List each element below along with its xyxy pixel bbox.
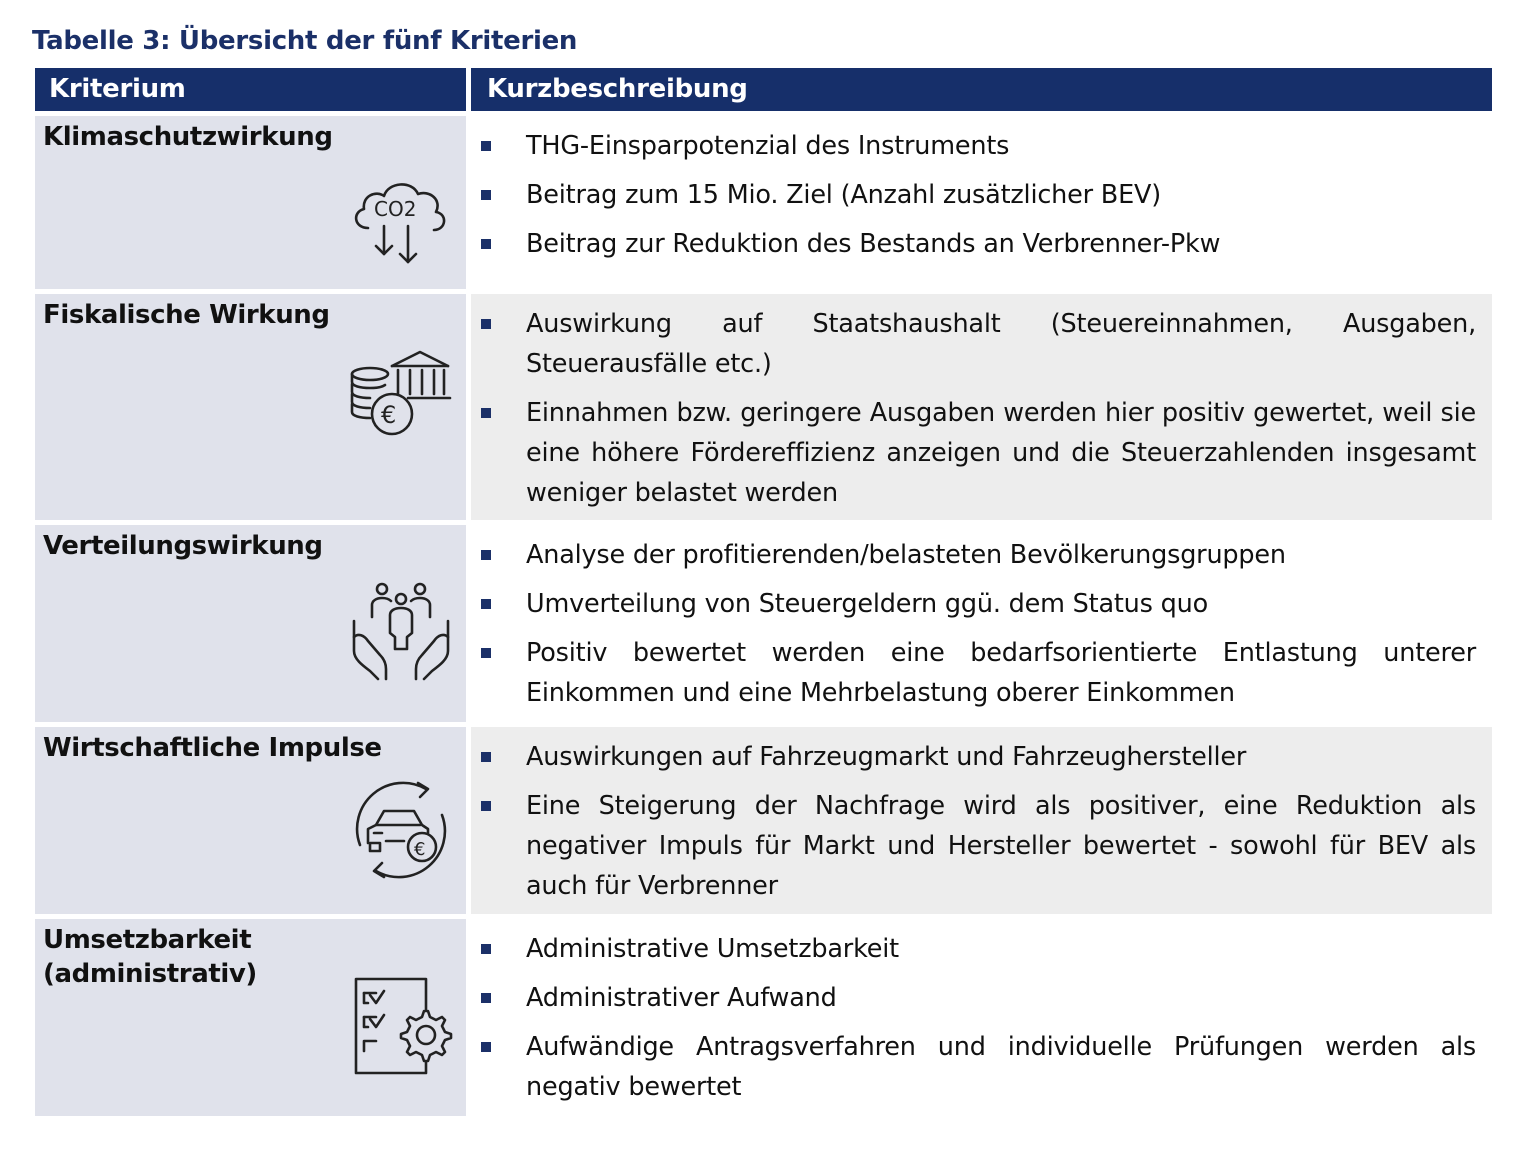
criterion-label: Verteilungswirkung: [43, 531, 323, 561]
list-item: Positiv bewertet werden eine bedarfsorientierte Entlastung unterer Einkommen und eine Mehrbelastung oberer Einkommen: [479, 633, 1476, 713]
list-item: Administrative Umsetzbarkeit: [479, 929, 1476, 969]
coins-bank-euro-icon: [346, 344, 456, 454]
table-row: [35, 919, 1492, 1116]
list-item: Auswirkungen auf Fahrzeugmarkt und Fahrzeughersteller: [479, 737, 1476, 777]
table-header: [35, 68, 1492, 111]
bullet-marker: [481, 1042, 491, 1052]
description-cell: [471, 919, 1492, 1116]
header-description: Kurzbeschreibung: [471, 68, 1492, 111]
bullet-marker: [481, 141, 491, 151]
list-item: Analyse der profitierenden/belasteten Bevölkerungsgruppen: [479, 535, 1476, 575]
description-cell: [471, 294, 1492, 520]
criterion-cell: [35, 525, 466, 722]
table-caption: Tabelle 3: Übersicht der fünf Kriterien: [32, 26, 578, 56]
description-cell: [471, 116, 1492, 289]
criterion-label: Wirtschaftliche Impulse: [43, 733, 382, 763]
list-item: Auswirkung auf Staatshaushalt (Steuereinnahmen, Ausgaben, Steuerausfälle etc.): [479, 304, 1476, 384]
bullet-marker: [481, 319, 491, 329]
checklist-gear-icon: [346, 973, 456, 1083]
bullet-marker: [481, 599, 491, 609]
header-criterion: Kriterium: [35, 68, 466, 111]
bullet-marker: [481, 648, 491, 658]
bullet-marker: [481, 550, 491, 560]
svg-text:€: €: [414, 839, 426, 860]
list-item: Beitrag zum 15 Mio. Ziel (Anzahl zusätzlicher BEV): [479, 175, 1476, 215]
criterion-cell: [35, 294, 466, 520]
criterion-label: Fiskalische Wirkung: [43, 300, 330, 330]
list-item: Aufwändige Antragsverfahren und individuelle Prüfungen werden als negativ bewertet: [479, 1027, 1476, 1107]
svg-text:€: €: [381, 401, 397, 429]
list-item: Umverteilung von Steuergeldern ggü. dem Status quo: [479, 584, 1476, 624]
bullet-marker: [481, 752, 491, 762]
table-row: [35, 525, 1492, 722]
description-cell: [471, 525, 1492, 722]
criterion-cell: [35, 919, 466, 1116]
table-row: [35, 294, 1492, 520]
bullet-marker: [481, 993, 491, 1003]
criterion-label: Umsetzbarkeit (administrativ): [43, 925, 257, 989]
list-item: Einnahmen bzw. geringere Ausgaben werden hier positiv gewertet, weil sie eine höhere Fördereffizienz anzeigen und die Steuerzahlenden insgesamt weniger belastet werden: [479, 393, 1476, 513]
table-row: [35, 727, 1492, 914]
description-cell: [471, 727, 1492, 914]
bullet-marker: [481, 944, 491, 954]
bullet-marker: [481, 190, 491, 200]
table-row: [35, 116, 1492, 289]
criterion-cell: [35, 116, 466, 289]
criterion-cell: [35, 727, 466, 914]
list-item: Beitrag zur Reduktion des Bestands an Verbrenner-Pkw: [479, 224, 1476, 264]
svg-text:CO2: CO2: [374, 197, 417, 221]
people-hands-icon: [346, 577, 456, 687]
list-item: Eine Steigerung der Nachfrage wird als positiver, eine Reduktion als negativer Impuls für Markt und Hersteller bewertet - sowohl für BEV als auch für Verbrenner: [479, 786, 1476, 906]
criterion-label: Klimaschutzwirkung: [43, 122, 333, 152]
criteria-table: [35, 68, 1492, 1121]
list-item: THG-Einsparpotenzial des Instruments: [479, 126, 1476, 166]
car-cycle-euro-icon: [346, 775, 456, 885]
bullet-marker: [481, 801, 491, 811]
co2-cloud-icon: [346, 168, 456, 278]
bullet-marker: [481, 408, 491, 418]
bullet-marker: [481, 239, 491, 249]
list-item: Administrativer Aufwand: [479, 978, 1476, 1018]
